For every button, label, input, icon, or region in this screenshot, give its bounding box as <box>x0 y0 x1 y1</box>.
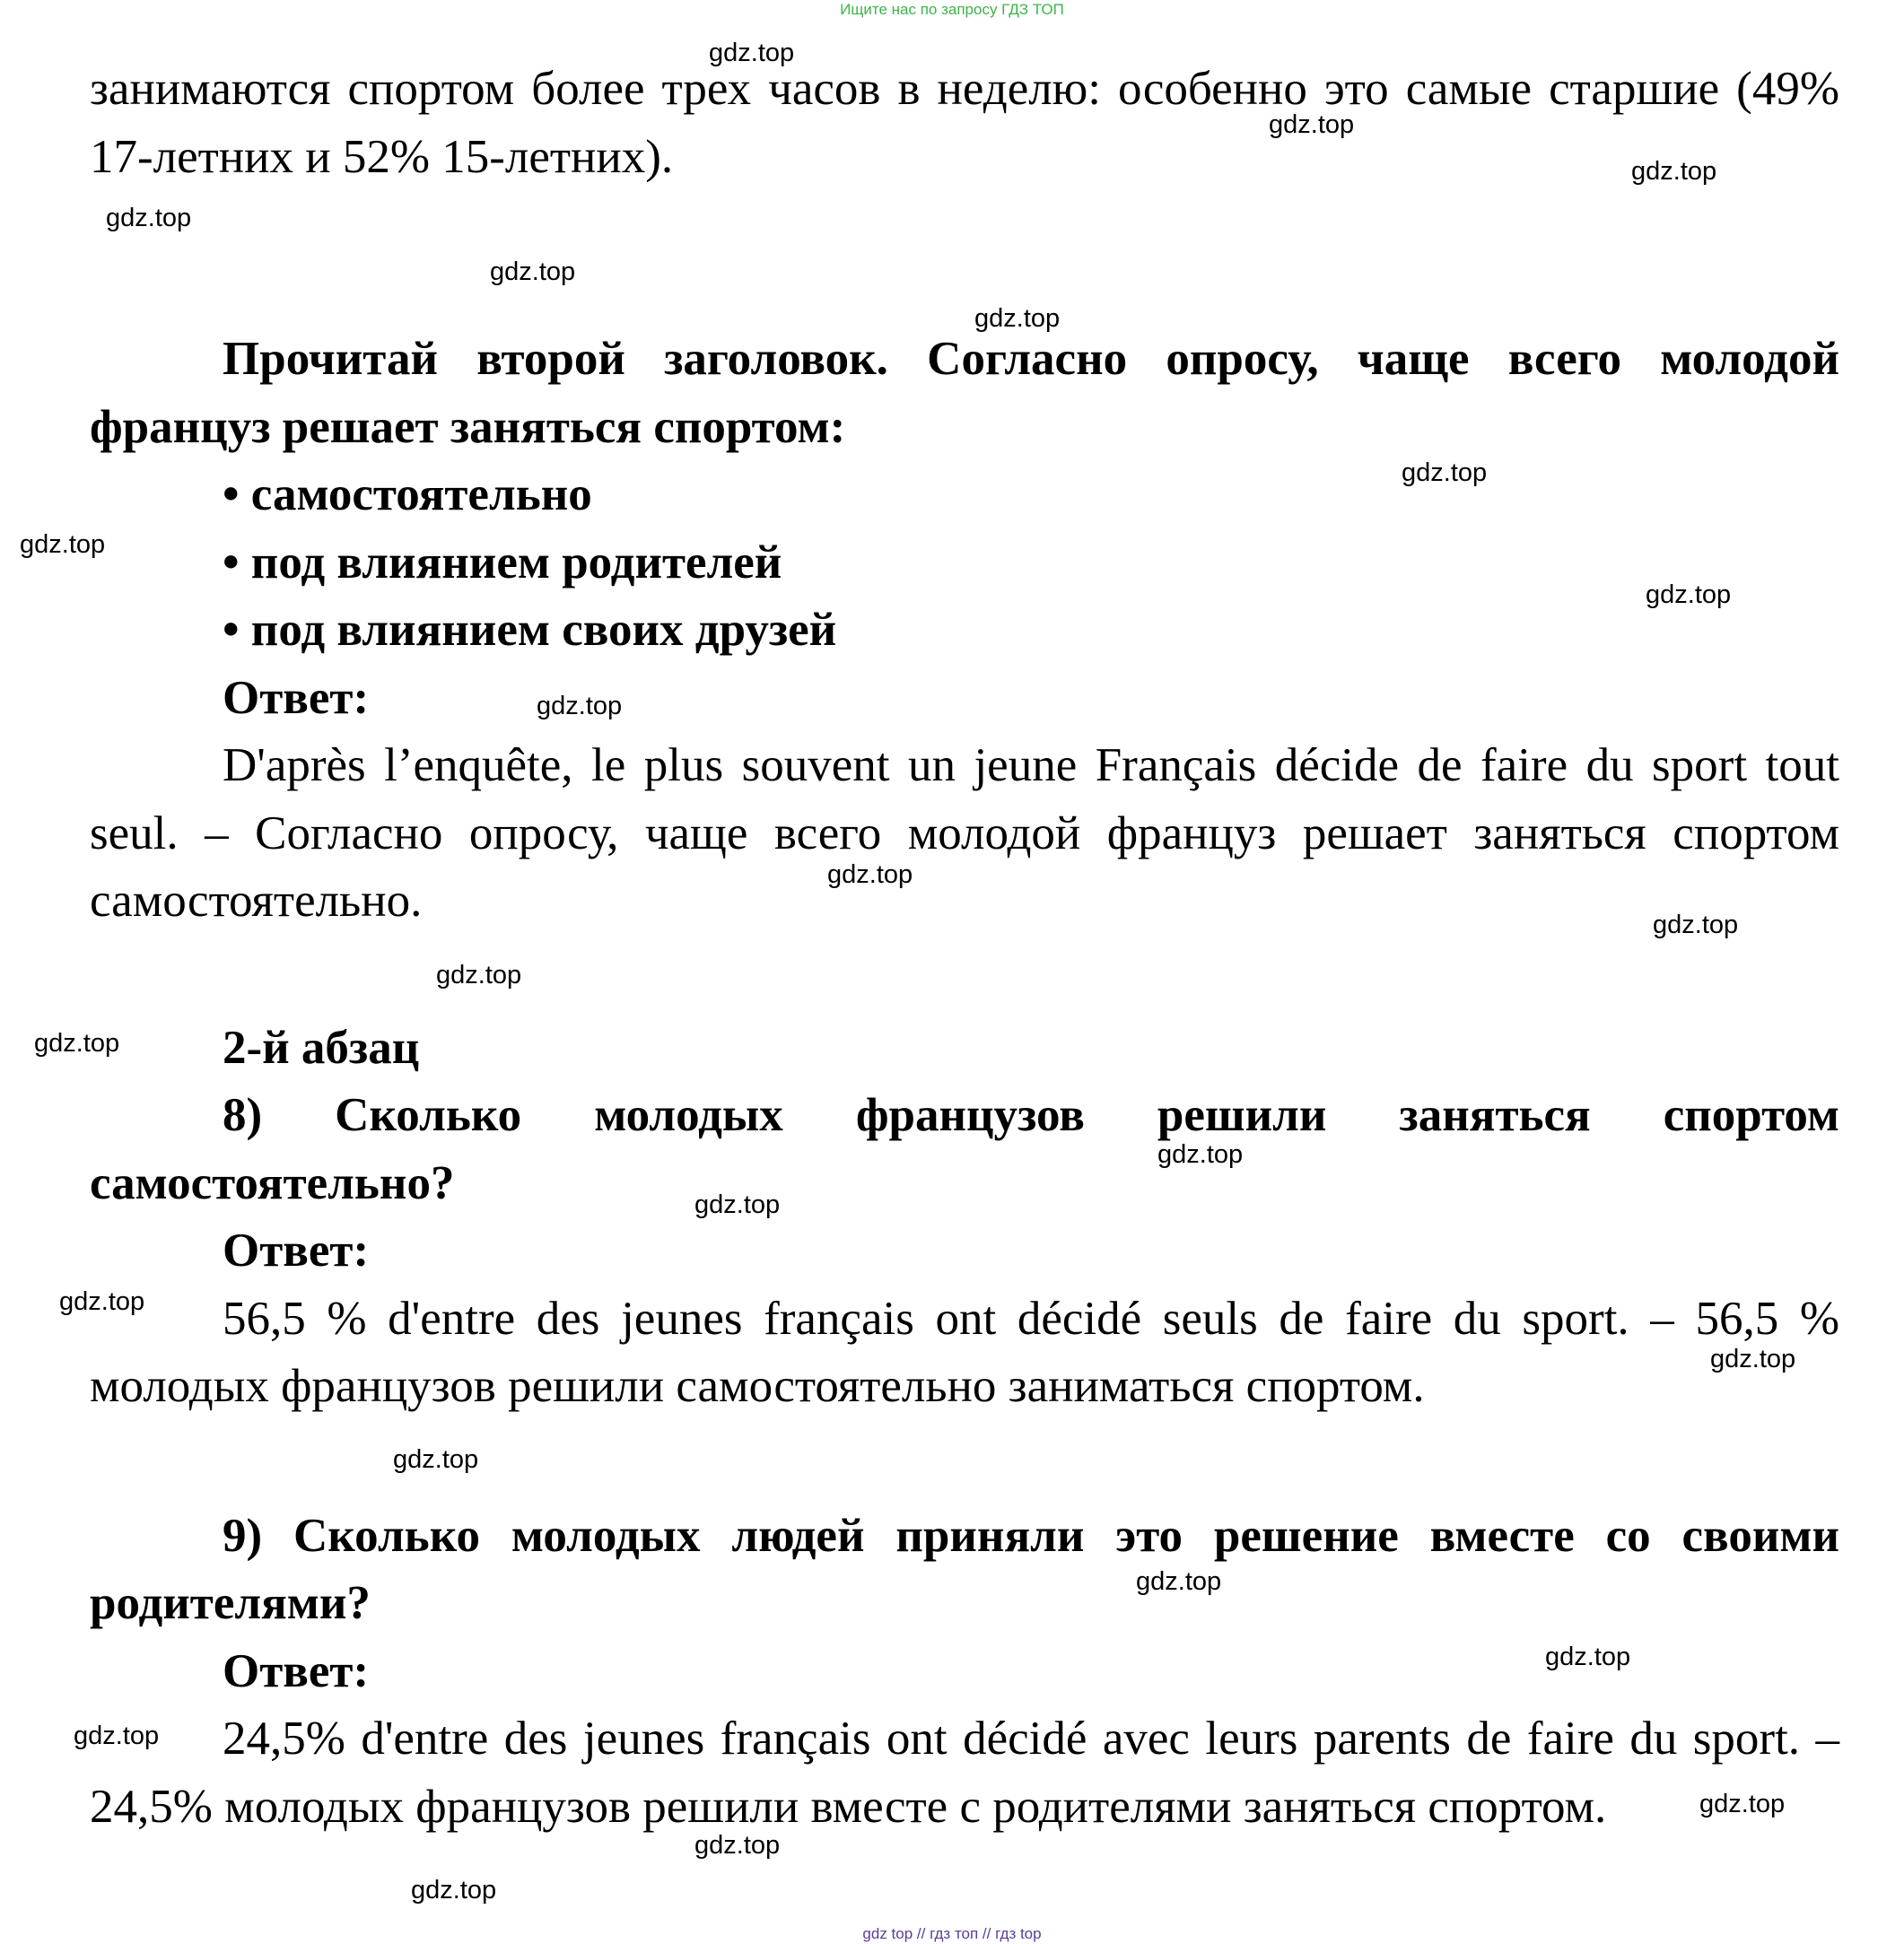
watermark-text: gdz.top <box>694 1190 781 1219</box>
header-note: Ищите нас по запросу ГДЗ ТОП <box>840 1 1064 18</box>
watermark-text: gdz.top <box>709 39 795 67</box>
watermark-text: gdz.top <box>1653 911 1739 939</box>
watermark-text: gdz.top <box>59 1287 145 1316</box>
watermark-text: gdz.top <box>1402 458 1488 487</box>
question-8: 8) Сколько молодых французов решили заняться спортом самостоятельно? <box>90 1089 1839 1209</box>
watermark-text: gdz.top <box>34 1029 120 1058</box>
watermark-text: gdz.top <box>74 1722 160 1750</box>
document-body <box>90 56 1839 1841</box>
watermark-text: gdz.top <box>436 961 522 989</box>
watermark-text: gdz.top <box>1699 1790 1786 1818</box>
watermark-text: gdz.top <box>827 860 913 889</box>
watermark-text: gdz.top <box>974 304 1061 333</box>
answer-paragraph: 56,5 % d'entre des jeunes français ont décidé seuls de faire du sport. – 56,5 % молодых французов решили самостоятельно заниматься спортом. <box>90 1292 1839 1412</box>
watermark-text: gdz.top <box>1269 110 1355 139</box>
watermark-text: gdz.top <box>537 692 623 720</box>
watermark-text: gdz.top <box>1710 1345 1796 1373</box>
watermark-text: gdz.top <box>393 1445 479 1474</box>
question-heading2: Прочитай второй заголовок. Согласно опросу, чаще всего молодой француз решает заняться спортом: <box>90 333 1839 453</box>
question-9: 9) Сколько молодых людей приняли это решение вместе со своими родителями? <box>90 1509 1839 1629</box>
answer-label: Ответ: <box>223 1225 370 1277</box>
watermark-text: gdz.top <box>1136 1567 1222 1596</box>
watermark-text: gdz.top <box>106 204 192 232</box>
watermark-text: gdz.top <box>1646 580 1732 609</box>
answer-paragraph: 24,5% d'entre des jeunes français ont décidé avec leurs parents de faire du sport. – 24,5% молодых французов решили вместе с родителями заняться спортом. <box>90 1713 1839 1833</box>
watermark-text: gdz.top <box>411 1876 497 1905</box>
option-item: • под влиянием родителей <box>223 536 782 588</box>
watermark-text: gdz.top <box>20 530 106 559</box>
footer-note: gdz top // гдз топ // гдз top <box>862 1925 1042 1942</box>
watermark-text: gdz.top <box>694 1831 781 1860</box>
option-item: • под влиянием своих друзей <box>223 604 837 656</box>
section-title: 2-й абзац <box>223 1021 420 1074</box>
answer-label: Ответ: <box>223 671 370 724</box>
option-item: • самостоятельно <box>223 468 592 520</box>
intro-paragraph: занимаются спортом более трех часов в неделю: особенно это самые старшие (49% 17-летних и 52% 15-летних). <box>90 63 1839 183</box>
answer-label: Ответ: <box>223 1644 370 1697</box>
options-list <box>90 461 1839 665</box>
watermark-text: gdz.top <box>1157 1140 1244 1169</box>
watermark-text: gdz.top <box>490 257 576 286</box>
watermark-text: gdz.top <box>1545 1643 1631 1671</box>
answer-paragraph: D'après l’enquête, le plus souvent un jeune Français décide de faire du sport tout seul. – Согласно опросу, чаще всего молодой француз решает заняться спортом самостоятельно. <box>90 739 1839 927</box>
watermark-text: gdz.top <box>1631 157 1717 186</box>
